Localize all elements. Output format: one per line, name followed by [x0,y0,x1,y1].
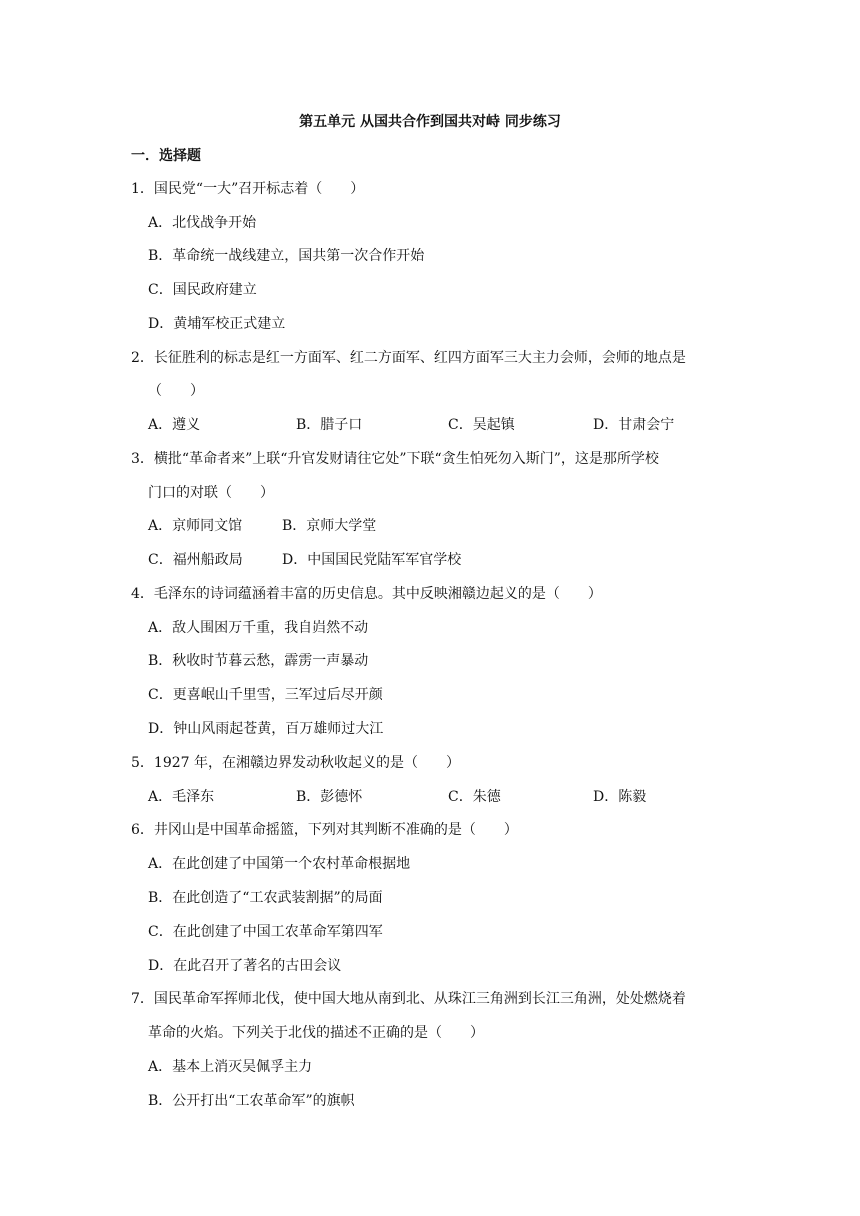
question-4-option-c: C．更喜岷山千里雪，三军过后尽开颜 [148,687,383,703]
question-4-option-a: A．敌人围困万千重，我自岿然不动 [148,620,369,636]
question-2-option-d: D．甘肃会宁 [593,417,675,433]
question-5-option-d: D．陈毅 [593,789,647,805]
question-2-option-b: B．腊子口 [296,417,363,433]
question-6-option-b: B．在此创造了“工农武装割据”的局面 [148,890,383,906]
question-4-option-b: B．秋收时节暮云愁，霹雳一声暴动 [148,653,369,669]
question-6-option-c: C．在此创建了中国工农革命军第四军 [148,924,383,940]
question-3-option-d: D．中国国民党陆军军官学校 [282,552,462,568]
question-7-option-a: A．基本上消灭吴佩孚主力 [148,1059,313,1075]
page-title: 第五单元 从国共合作到国共对峙 同步练习 [299,114,561,130]
question-4-option-d: D．钟山风雨起苍黄，百万雄师过大江 [148,721,384,737]
question-3-option-a: A．京师同文馆 [148,518,243,534]
question-7-option-b: B．公开打出“工农革命军”的旗帜 [148,1093,355,1109]
question-2-option-c: C．吴起镇 [448,417,515,433]
question-1-option-a: A．北伐战争开始 [148,215,257,231]
question-1-stem: 1．国民党“一大”召开标志着（ ） [131,181,365,197]
question-7-stem: 7．国民革命军挥师北伐，使中国大地从南到北、从珠江三角洲到长江三角洲，处处燃烧着 [131,991,686,1007]
section-heading: 一．选择题 [131,148,201,164]
question-1-option-c: C．国民政府建立 [148,282,257,298]
question-2-option-a: A．遵义 [148,417,201,433]
question-5-option-c: C．朱德 [448,789,501,805]
question-4-stem: 4．毛泽东的诗词蕴涵着丰富的历史信息。其中反映湘赣边起义的是（ ） [131,586,602,602]
question-3-option-c: C．福州船政局 [148,552,243,568]
question-3-stem-continued: 门口的对联（ ） [148,485,274,501]
question-5-option-a: A．毛泽东 [148,789,215,805]
question-5-stem: 5．1927 年，在湘赣边界发动秋收起义的是（ ） [131,755,460,771]
question-6-option-a: A．在此创建了中国第一个农村革命根据地 [148,856,411,872]
question-2-stem-continued: （ ） [148,383,204,399]
question-1-option-d: D．黄埔军校正式建立 [148,316,286,332]
question-2-stem: 2．长征胜利的标志是红一方面军、红二方面军、红四方面军三大主力会师，会师的地点是 [131,350,686,366]
question-3-stem: 3．横批“革命者来”上联“升官发财请往它处”下联“贪生怕死勿入斯门”，这是那所学校 [131,451,659,467]
question-1-option-b: B．革命统一战线建立，国共第一次合作开始 [148,248,425,264]
question-5-option-b: B．彭德怀 [296,789,363,805]
question-6-option-d: D．在此召开了著名的古田会议 [148,958,342,974]
question-7-stem-continued: 革命的火焰。下列关于北伐的描述不正确的是（ ） [148,1025,484,1041]
question-3-option-b: B．京师大学堂 [282,518,377,534]
question-6-stem: 6．井冈山是中国革命摇篮，下列对其判断不准确的是（ ） [131,822,518,838]
